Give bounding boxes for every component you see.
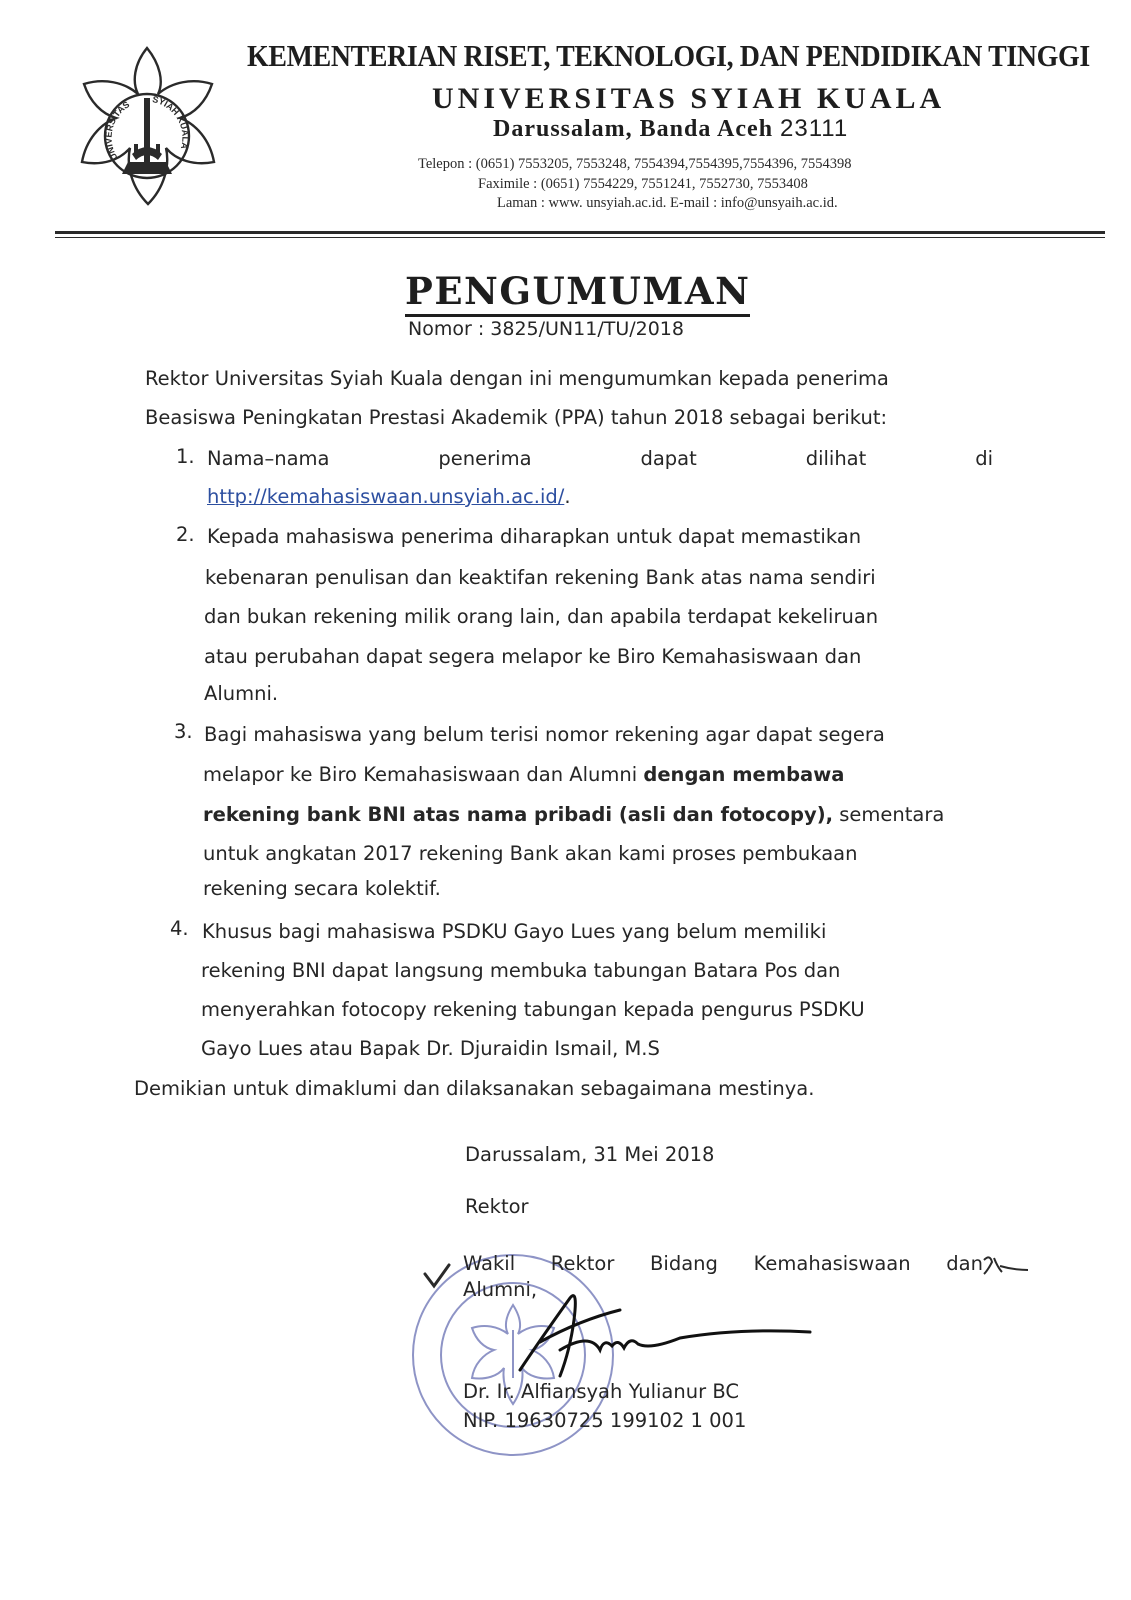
deputy-title-word: Rektor (550, 1252, 615, 1275)
deputy-title-word: Wakil (463, 1252, 516, 1275)
header-divider-thick (55, 231, 1105, 234)
item-2-line: atau perubahan dapat segera melapor ke Biro Kemahasiswaan dan (204, 645, 862, 668)
document-title: PENGUMUMAN (405, 268, 750, 317)
deputy-title-line-1 (463, 1252, 983, 1276)
item-1-line-1 (207, 447, 993, 471)
item-4-line: Gayo Lues atau Bapak Dr. Djuraidin Ismail, M.S (201, 1037, 660, 1060)
item-1-word: dilihat (805, 447, 867, 470)
item-1-link-suffix: . (564, 485, 571, 508)
fax-numbers: Faximile : (0651) 7554229, 7551241, 7552730, 7553408 (478, 176, 808, 192)
item-1-word: penerima (438, 447, 532, 470)
item-3-line-3-text: sementara (839, 803, 945, 826)
intro-line-2: Beasiswa Peningkatan Prestasi Akademik (PPA) tahun 2018 sebagai berikut: (145, 406, 888, 429)
document-number: Nomor : 3825/UN11/TU/2018 (408, 318, 684, 340)
intro-line-1: Rektor Universitas Syiah Kuala dengan ini mengumumkan kepada penerima (145, 367, 889, 390)
item-3-line-2-text: melapor ke Biro Kemahasiswaan dan Alumni (203, 763, 638, 786)
logo-text-right: SYIAH KUALA (151, 94, 191, 151)
closing-statement: Demikian untuk dimaklumi dan dilaksanakan sebagaimana mestinya. (134, 1077, 815, 1100)
university-name: UNIVERSITAS SYIAH KUALA (432, 82, 946, 115)
item-3-line-1: Bagi mahasiswa yang belum terisi nomor rekening agar dapat segera (204, 723, 885, 746)
item-3-line-3-bold: rekening bank BNI atas nama pribadi (asli dan fotocopy), (203, 803, 834, 826)
signer-name: Dr. Ir. Alfiansyah Yulianur BC (463, 1380, 739, 1403)
logo-text-left: UNIVERSITAS (103, 99, 132, 163)
item-3-line-2-bold: dengan membawa (643, 763, 845, 786)
header-divider-thin (55, 237, 1105, 238)
item-1-word: dapat (640, 447, 697, 470)
item-1-word: Nama–nama (207, 447, 330, 470)
signer-nip: NIP. 19630725 199102 1 001 (463, 1409, 747, 1432)
item-3-line-3 (203, 803, 944, 827)
deputy-title-line-2: Alumni, (463, 1278, 538, 1301)
check-mark-icon (422, 1262, 452, 1290)
item-1-word: di (975, 447, 993, 470)
item-3-line-4: untuk angkatan 2017 rekening Bank akan kami proses pembukaan (203, 842, 858, 865)
place-date: Darussalam, 31 Mei 2018 (465, 1143, 715, 1166)
item-4-number: 4. (170, 917, 189, 940)
item-2-line: Kepada mahasiswa penerima diharapkan untuk dapat memastikan (207, 525, 862, 548)
item-2-line: kebenaran penulisan dan keaktifan rekening Bank atas nama sendiri (205, 566, 876, 589)
item-3-number: 3. (174, 720, 193, 743)
item-2-line: dan bukan rekening milik orang lain, dan apabila terdapat kekeliruan (204, 605, 879, 628)
item-3-line-5: rekening secara kolektif. (203, 877, 441, 900)
handwritten-initial (980, 1252, 1030, 1282)
svg-text:SYIAH KUALA (151, 94, 190, 150)
item-1-line-2 (207, 485, 571, 509)
university-address (493, 115, 848, 143)
deputy-title-word: dan (946, 1252, 983, 1275)
deputy-title-word: Bidang (650, 1252, 718, 1275)
website-email: Laman : www. unsyiah.ac.id. E-mail : info@unsyaih.ac.id. (497, 195, 838, 211)
university-logo (60, 42, 235, 217)
item-2-number: 2. (176, 523, 195, 546)
ministry-name: KEMENTERIAN RISET, TEKNOLOGI, DAN PENDIDIKAN TINGGI (247, 38, 1090, 73)
kemahasiswaan-link[interactable]: http://kemahasiswaan.unsyiah.ac.id/ (207, 485, 565, 508)
address-city: Darussalam, Banda Aceh (493, 116, 774, 142)
item-2-line: Alumni. (204, 682, 279, 705)
item-4-line: menyerahkan fotocopy rekening tabungan kepada pengurus PSDKU (201, 998, 865, 1021)
item-4-line: rekening BNI dapat langsung membuka tabungan Batara Pos dan (201, 959, 841, 982)
deputy-title-word: Kemahasiswaan (753, 1252, 911, 1275)
item-1-number: 1. (176, 445, 195, 468)
item-3-line-2 (203, 763, 844, 787)
phone-numbers: Telepon : (0651) 7553205, 7553248, 7554394,7554395,7554396, 7554398 (418, 156, 852, 172)
signer-role: Rektor (465, 1195, 529, 1218)
address-postcode: 23111 (780, 115, 849, 142)
item-4-line: Khusus bagi mahasiswa PSDKU Gayo Lues yang belum memiliki (202, 920, 827, 943)
